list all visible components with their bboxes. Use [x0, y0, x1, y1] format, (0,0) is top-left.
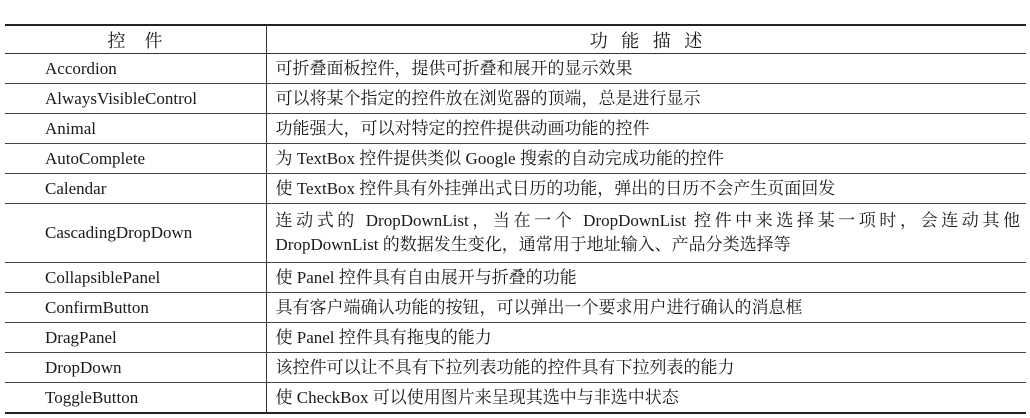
table-body [5, 54, 1026, 414]
control-description: 使 Panel 控件具有拖曳的能力 [266, 323, 1026, 353]
table-row [5, 323, 1026, 353]
table-row [5, 54, 1026, 84]
control-description: 使 TextBox 控件具有外挂弹出式日历的功能，弹出的日历不会产生页面回发 [266, 174, 1026, 204]
control-name: ConfirmButton [5, 293, 266, 323]
header-control: 控 件 [5, 25, 266, 54]
table-row [5, 353, 1026, 383]
table-row [5, 114, 1026, 144]
control-name: CollapsiblePanel [5, 263, 266, 293]
control-description: 使 CheckBox 可以使用图片来呈现其选中与非选中状态 [266, 383, 1026, 414]
controls-table [5, 24, 1026, 414]
control-description: 连动式的 DropDownList，当在一个 DropDownList 控件中来选择某一项时，会连动其他 DropDownList 的数据发生变化，通常用于地址输入、产品分类选择等 [266, 204, 1026, 263]
table-header [5, 25, 1026, 54]
table-row [5, 174, 1026, 204]
header-row [5, 25, 1026, 54]
control-description: 使 Panel 控件具有自由展开与折叠的功能 [266, 263, 1026, 293]
header-description: 功 能 描 述 [266, 25, 1026, 54]
control-description: 具有客户端确认功能的按钮，可以弹出一个要求用户进行确认的消息框 [266, 293, 1026, 323]
table-row [5, 84, 1026, 114]
table-row [5, 144, 1026, 174]
table-row [5, 293, 1026, 323]
control-name: ToggleButton [5, 383, 266, 414]
control-description: 为 TextBox 控件提供类似 Google 搜索的自动完成功能的控件 [266, 144, 1026, 174]
table-row [5, 263, 1026, 293]
control-description: 可以将某个指定的控件放在浏览器的顶端，总是进行显示 [266, 84, 1026, 114]
control-description: 可折叠面板控件，提供可折叠和展开的显示效果 [266, 54, 1026, 84]
control-name: CascadingDropDown [5, 204, 266, 263]
control-name: Calendar [5, 174, 266, 204]
control-description: 该控件可以让不具有下拉列表功能的控件具有下拉列表的能力 [266, 353, 1026, 383]
control-name: Animal [5, 114, 266, 144]
table-row [5, 383, 1026, 414]
control-name: AutoComplete [5, 144, 266, 174]
control-name: DropDown [5, 353, 266, 383]
table-row [5, 204, 1026, 263]
control-description: 功能强大，可以对特定的控件提供动画功能的控件 [266, 114, 1026, 144]
control-name: Accordion [5, 54, 266, 84]
control-name: DragPanel [5, 323, 266, 353]
control-name: AlwaysVisibleControl [5, 84, 266, 114]
